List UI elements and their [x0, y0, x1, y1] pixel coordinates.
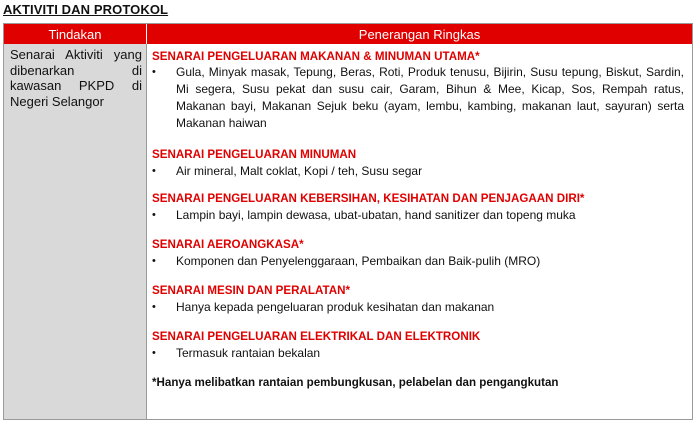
bullet-list	[152, 163, 684, 180]
list-item-text: Termasuk rantaian bekalan	[176, 346, 321, 360]
section-title: SENARAI MESIN DAN PERALATAN*	[152, 284, 350, 297]
section-mesin	[152, 284, 684, 316]
bullet-icon: •	[152, 66, 156, 78]
bullet-icon: •	[152, 347, 156, 359]
bullet-icon: •	[152, 165, 156, 177]
bullet-icon: •	[152, 209, 156, 221]
header-tindakan: Tindakan	[4, 24, 147, 44]
section-kebersihan	[152, 192, 684, 224]
list-item	[152, 163, 684, 180]
footnote: *Hanya melibatkan rantaian pembungkusan, pelabelan dan pengangkutan	[152, 376, 559, 389]
bullet-list	[152, 253, 684, 270]
list-item	[152, 207, 684, 224]
bullet-list	[152, 207, 684, 224]
bullet-list	[152, 345, 684, 362]
list-item	[152, 64, 684, 132]
table-header	[4, 24, 692, 44]
activity-table	[3, 23, 693, 420]
header-penerangan: Penerangan Ringkas	[358, 26, 481, 42]
bullet-list	[152, 299, 684, 316]
section-makanan-minuman	[152, 50, 684, 132]
section-title: SENARAI PENGELUARAN MAKANAN & MINUMAN UTAMA*	[152, 50, 480, 63]
section-minuman	[152, 148, 684, 180]
list-item-text: Gula, Minyak masak, Tepung, Beras, Roti, Produk tenusu, Bijirin, Susu tepung, Biskut, Sardin, Mi segera, Susu pekat dan susu cair, Garam, Bihun & Mee, Kicap, Sos, Rempah ratus, Makanan bayi, Makanan Sejuk beku (ayam, lembu, kambing, makanan laut, sayuran) serta Makanan haiwan	[176, 65, 684, 130]
list-item-text: Hanya kepada pengeluaran produk kesihatan dan makanan	[176, 300, 495, 314]
list-item	[152, 253, 684, 270]
section-title: SENARAI AEROANGKASA*	[152, 238, 304, 251]
page-title: AKTIVITI DAN PROTOKOL	[3, 2, 169, 17]
tindakan-cell: Senarai Aktiviti yang dibenarkan di kawasan PKPD di Negeri Selangor	[4, 44, 147, 419]
bullet-icon: •	[152, 301, 156, 313]
section-aeroangkasa	[152, 238, 684, 270]
list-item-text: Lampin bayi, lampin dewasa, ubat-ubatan, hand sanitizer dan topeng muka	[176, 208, 576, 222]
section-title: SENARAI PENGELUARAN MINUMAN	[152, 148, 357, 161]
list-item-text: Komponen dan Penyelenggaraan, Pembaikan dan Baik-pulih (MRO)	[176, 254, 541, 268]
section-title: SENARAI PENGELUARAN ELEKTRIKAL DAN ELEKTRONIK	[152, 330, 481, 343]
list-item-text: Air mineral, Malt coklat, Kopi / teh, Susu segar	[176, 164, 423, 178]
bullet-list	[152, 64, 684, 132]
section-elektrikal	[152, 330, 684, 362]
section-title: SENARAI PENGELUARAN KEBERSIHAN, KESIHATAN DAN PENJAGAAN DIRI*	[152, 192, 585, 205]
bullet-icon: •	[152, 255, 156, 267]
list-item	[152, 345, 684, 362]
penerangan-cell	[147, 44, 692, 419]
list-item	[152, 299, 684, 316]
table-row	[4, 44, 692, 419]
